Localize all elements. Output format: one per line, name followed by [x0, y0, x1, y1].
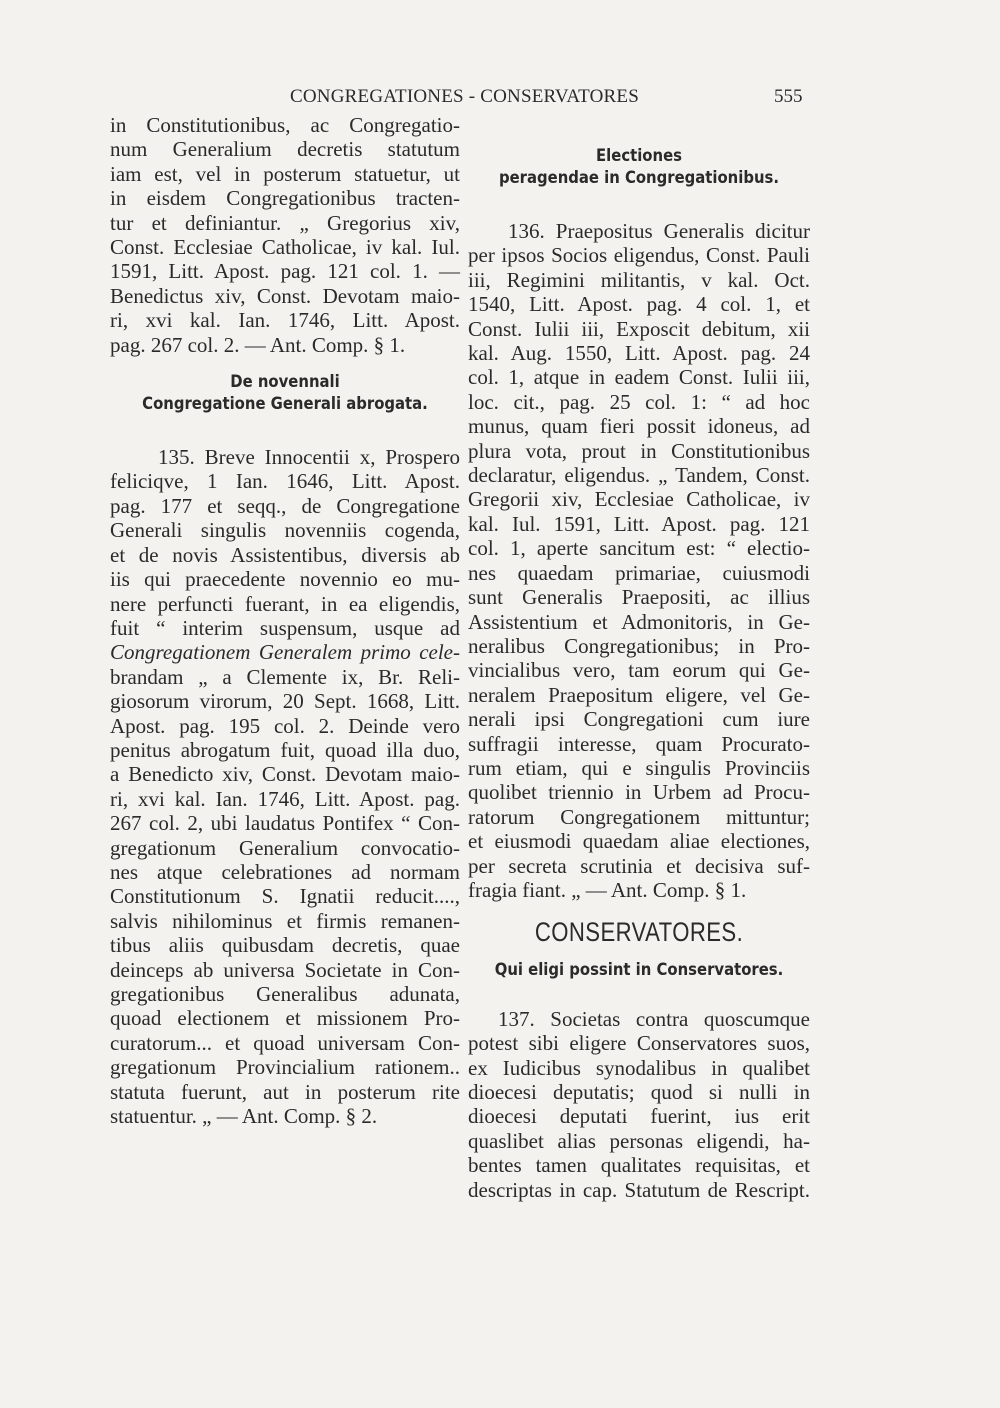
paragraph-continuation	[110, 113, 460, 357]
text-line: ri, xvi kal. Ian. 1746, Litt. Apost.	[110, 308, 460, 333]
text-line: 136. Praepositus Generalis dicitur	[508, 219, 810, 243]
text-line: curatorum... et quoad universam Con-	[110, 1030, 460, 1055]
text-line: deinceps ab universa Societate in Con-	[110, 957, 460, 982]
text-line: potest sibi eligere Conservatores suos,	[468, 1031, 810, 1056]
text-line: nes atque celebrationes ad normam	[110, 859, 460, 884]
text-line: salvis nihilominus et firmis remanen-	[110, 908, 460, 933]
text-line: neralibus Congregationibus; in Pro-	[468, 633, 810, 658]
text-line: 1591, Litt. Apost. pag. 121 col. 1. —	[110, 259, 460, 284]
section-heading: Congregatione Generali abrogata.	[142, 394, 428, 414]
paragraph-136	[468, 219, 810, 902]
text-line: ratorum Congregationem mittuntur;	[468, 804, 810, 829]
text-line: Const. Iulii iii, Exposcit debitum, xii	[468, 316, 810, 341]
text-line: 137. Societas contra quoscumque	[498, 1006, 810, 1031]
text-line: munus, quam fieri possit idoneus, ad	[468, 414, 810, 439]
text-line: gregationum Provincialium rationem..	[110, 1055, 460, 1080]
text-line: descriptas in cap. Statutum de Rescript.	[468, 1177, 810, 1202]
text-line: feliciqve, 1 Ian. 1646, Litt. Apost.	[110, 469, 460, 494]
text-line: dioecesi deputati fuerint, ius erit	[468, 1104, 810, 1129]
text-line: statuta fuerunt, aut in posterum rite	[110, 1079, 460, 1104]
text-line: vincialibus vero, tam eorum qui Ge-	[468, 658, 810, 683]
text-line: penitus abrogatum fuit, quoad illa duo,	[110, 737, 460, 762]
text-line: Generali singulis novenniis cogenda,	[110, 518, 460, 543]
text-line: loc. cit., pag. 25 col. 1: “ ad hoc	[468, 389, 810, 414]
text-line: in Constitutionibus, ac Congregatio-	[110, 113, 460, 137]
text-line: suffragii interesse, quam Procurato-	[468, 731, 810, 756]
text-line: gregationum Generalium convocatio-	[110, 835, 460, 860]
text-line: in eisdem Congregationibus tracten-	[110, 186, 460, 211]
text-line: quoad electionem et missionem Pro-	[110, 1006, 460, 1031]
text-line: nere perfuncti fuerant, in ea eligendis,	[110, 591, 460, 616]
text-line: Benedictus xiv, Const. Devotam maio-	[110, 283, 460, 308]
text-line: col. 1, aperte sancitum est: “ electio-	[468, 536, 810, 561]
text-line: iis qui praecedente novennio eo mu-	[110, 567, 460, 592]
text-line: iii, Regimini militantis, v kal. Oct.	[468, 267, 810, 292]
text-line: et eiusmodi quaedam aliae electiones,	[468, 829, 810, 854]
running-head: CONGREGATIONES - CONSERVATORES	[290, 86, 639, 107]
subheading: Qui eligi possint in Conservatores.	[494, 959, 784, 979]
section-heading: Electiones	[596, 146, 682, 165]
right-column	[468, 113, 810, 1202]
text-line: et de novis Assistentibus, diversis ab	[110, 542, 460, 567]
text-line: a Benedicto xiv, Const. Devotam maio-	[110, 762, 460, 787]
text-line: Constitutionum S. Ignatii reducit....,	[110, 884, 460, 909]
text-line: fuit “ interim suspensum, usque ad	[110, 615, 460, 640]
page-number: 555	[774, 86, 803, 107]
text-line: Gregorii xiv, Ecclesiae Catholicae, iv	[468, 487, 810, 512]
text-line: 135. Breve Innocentii x, Prospero	[158, 445, 460, 470]
text-line: pag. 177 et seqq., de Congregatione	[110, 493, 460, 518]
text-line: tibus aliis quibusdam decretis, quae	[110, 933, 460, 958]
text-line: tur et definiantur. „ Gregorius xiv,	[110, 210, 460, 235]
text-line: Assistentium et Admonitoris, in Ge-	[468, 609, 810, 634]
text-line: statuentur. „ — Ant. Comp. § 2.	[110, 1104, 378, 1129]
text-line: ri, xvi kal. Ian. 1746, Litt. Apost. pag.	[110, 786, 460, 811]
text-line: 267 col. 2, ubi laudatus Pontifex “ Con-	[110, 811, 460, 836]
text-line: pag. 267 col. 2. — Ant. Comp. § 1.	[110, 332, 406, 357]
text-line: ex Iudicibus synodalibus in qualibet	[468, 1055, 810, 1080]
text-line: per ipsos Socios eligendus, Const. Pauli	[468, 243, 810, 268]
left-column	[110, 113, 460, 1128]
text-line: gregationibus Generalibus adunata,	[110, 982, 460, 1006]
text-line: sunt Generalis Praepositi, ac illius	[468, 585, 810, 610]
text-line: rum etiam, qui e singulis Provinciis	[468, 755, 810, 780]
text-line: quolibet triennio in Urbem ad Procu-	[468, 780, 810, 805]
text-line: iam est, vel in posterum statuetur, ut	[110, 161, 460, 186]
text-line: giosorum virorum, 20 Sept. 1668, Litt.	[110, 689, 460, 714]
text-line: col. 1, atque in eadem Const. Iulii iii,	[468, 365, 810, 390]
text-line: num Generalium decretis statutum	[110, 137, 460, 162]
text-line: nerali ipsi Congregationi cum iure	[468, 707, 810, 732]
text-line: Apost. pag. 195 col. 2. Deinde vero	[110, 713, 460, 738]
section-heading: De novennali	[230, 372, 340, 392]
text-line: kal. Aug. 1550, Litt. Apost. pag. 24	[468, 341, 810, 366]
paragraph-135	[110, 445, 460, 1128]
text-line: brandam „ a Clemente ix, Br. Reli-	[110, 664, 460, 689]
text-line: dioecesi deputatis; quod si nulli in	[468, 1080, 810, 1104]
text-line: fragia fiant. „ — Ant. Comp. § 1.	[468, 877, 747, 902]
paragraph-137	[468, 1007, 810, 1202]
text-line: kal. Iul. 1591, Litt. Apost. pag. 121	[468, 511, 810, 536]
text-line: bentes tamen qualitates requisitas, et	[468, 1153, 810, 1178]
text-line: quaslibet alias personas eligendi, ha-	[468, 1128, 810, 1153]
text-line: 1540, Litt. Apost. pag. 4 col. 1, et	[468, 292, 810, 317]
text-line: plura vota, prout in Constitutionibus	[468, 438, 810, 463]
text-line: neralem Praepositum eligere, vel Ge-	[468, 682, 810, 707]
text-line: nes quaedam primariae, cuiusmodi	[468, 560, 810, 585]
text-line: Const. Ecclesiae Catholicae, iv kal. Iul.	[110, 235, 460, 260]
text-line: per secreta scrutinia et decisiva suf-	[468, 853, 810, 878]
text-line: Congregationem Generalem primo cele-	[110, 640, 460, 665]
section-title: CONSERVATORES.	[534, 917, 744, 948]
text-line: declaratur, eligendus. „ Tandem, Const.	[468, 463, 810, 488]
section-heading: peragendae in Congregationibus.	[498, 168, 780, 187]
